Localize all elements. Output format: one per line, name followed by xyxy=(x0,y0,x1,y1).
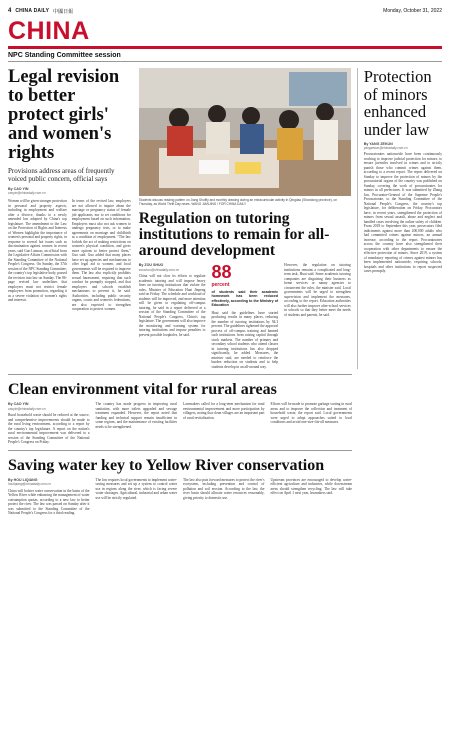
water-column-4: Upstream provinces are encouraged to develop water-efficient agriculture and industries, while downstream areas should strengthen recycling. The law will take effect on April 1 next year, lawmakers said. xyxy=(270,477,352,495)
lead-body xyxy=(8,199,131,312)
environment-byline: By CAO YIN xyxy=(8,402,29,406)
water-column-1 xyxy=(8,478,90,516)
environment-column-4: Efforts will be made to promote garbage sorting in rural areas and to improve the collection and treatment of household waste, the report said. Local governments were urged to adopt approaches suited to local conditions and avoid one-size-fits-all measures. xyxy=(270,402,352,424)
right-story xyxy=(357,68,442,369)
tutoring-body xyxy=(139,263,351,369)
water-column-3: The law also puts forward measures to protect the river's ecosystem, including prevention and control of pollution and soil erosion. According to the law, the river basin should allocate water resources reasonably, giving priority to domestic use. xyxy=(183,477,265,500)
tutoring-column-2 xyxy=(211,263,278,369)
tutoring-column-3: However, the regulation on tutoring institutions remains a complicated and long-term task, Huai said. Some academic tutoring companies are disguising their business as home services or nanny agencies to circumvent the rules, the minister said. Local governments will be urged to strengthen supervision and implement the measures, according to the report. Education authorities will also further improve after-school services in schools so that they better meet the needs of students and parents, he said. xyxy=(284,263,351,317)
tutoring-column-1 xyxy=(139,263,206,369)
stat-unit: percent xyxy=(211,282,230,288)
environment-text-1: Rural household waste should be reduced at the source, and comprehensive improvements should be made to the rural living environment, according to a report by the country's top legislature. A report on the nation's rural environmental improvement was delivered to a session of the Standing Committee of the National People's Congress on Friday. xyxy=(8,413,90,444)
lead-story xyxy=(8,68,131,369)
tutoring-byline: By ZOU SHUO xyxy=(138,263,164,267)
water-byline: By HOU LIQIANG xyxy=(8,477,38,482)
lead-subhead: Provisions address areas of frequently voiced public concern, official says xyxy=(8,167,115,183)
lead-column-2: In terms of the revised law, employers are not allowed to inquire about the marriage or pregnancy status of female job applicants, nor to set conditions for employment based on such information. Employers must also not ask women to undergo pregnancy tests, or to make agreements on marriage and childbirth as a condition of employment. "The law forbids the act of making restrictions on women's physical condition, and gives more options to better protect them," Guo said. Guo added that many places have set up agencies and mechanisms to offer legal aid to women, and local governments will be required to improve them. The law also explicitly prohibits sexual harassment, requiring that such conduct be promptly stopped, and that employers and schools establish mechanisms to prevent it, he said. Authorities, including public security organs, courts and women's federations, are also expected to strengthen cooperation to protect women. xyxy=(71,199,131,311)
lead-column-1: Women will be given stronger protection in personal and property aspects, including in employment and welfare after a divorce, thanks to a newly amended law adopted by China's top legislature. The amendment to the Law on the Protection of Rights and Interests of Women highlights the importance of women's personal and property rights, in response to several hot issues such as discrimination against women in recent years, said Guo Linmao, an official from the Legislative Affairs Commission with the Standing Committee of the National People's Congress. On Sunday, the 37th session of the NPC Standing Committee, the country's top legislative body, passed the revision into law on Sunday. The 86-page revised law underlines that employers must not restrict female employees from promotion, regarding it as a severe violation of women's rights and interests. xyxy=(8,199,67,302)
stat-value: 88 xyxy=(211,262,232,282)
right-headline: Protection of minors enhanced under law xyxy=(363,67,432,139)
lead-email: caoyin@chinadaily.com.cn xyxy=(8,191,46,195)
environment-headline: Clean environment vital for rural areas xyxy=(8,374,352,399)
issue-date: Monday, October 31, 2022 xyxy=(383,8,442,14)
section-header xyxy=(8,18,442,44)
masthead-left xyxy=(8,8,73,15)
water-email: houliqiang@chinadaily.com.cn xyxy=(8,482,51,486)
brand-name-cn: 中國日報 xyxy=(53,8,74,15)
water-headline: Saving water key to Yellow River conservation xyxy=(8,450,352,475)
lower-stories xyxy=(8,369,442,516)
stat-caption: of students said their academic homework has been reduced effectively, according to the Ministry of Education xyxy=(211,289,279,307)
water-column-2: The law requires local governments to implement water-saving measures and set up a system to control water use in regions along the river, which is facing severe water shortages. Agricultural, industrial and urban water use will be strictly regulated. xyxy=(95,477,177,500)
classroom-photo xyxy=(139,68,351,196)
photo-caption: Students discuss reading pattern on Jiang Shuffly and monthly drawing during an extracurricular activity in Qingdao (Shandong province), on Thursday, as World Thrift Day nears. WANG JIANJING / FOR CHINA DAILY xyxy=(138,198,337,206)
environment-body xyxy=(8,402,352,445)
subsection-title: NPC Standing Committee session xyxy=(8,49,442,62)
water-body xyxy=(8,478,352,516)
environment-column-1 xyxy=(8,402,90,445)
page-number: 4 xyxy=(8,8,12,14)
tutoring-text-2: Huai said the guidelines have started producing results in many places, reducing the number of tutoring institutions by 94.3 percent. The guidelines tightened the approval process of off-campus training and banned such institutions from raising capital through stock markets. The number of primary and secondary school students who attend classes in tutoring institutions has also dropped significantly, he added. Measures, the minister said, are needed to reinforce the burden reduction on students and to help students develop in an all-around way. xyxy=(211,310,279,369)
lead-headline: Legal revision to better protect girls' and women's rights xyxy=(8,67,120,163)
lower-left-block xyxy=(8,369,352,516)
masthead-bar xyxy=(8,6,442,16)
environment-column-3: Lawmakers called for a long-term mechanism for rural environmental improvement and more participation by villagers, noting that clean villages are an important part of rural revitalization. xyxy=(183,402,265,420)
tutoring-text-1: China will not slow its efforts to regulate academic tutoring and will impose heavy fines on tutoring institutions that violate the rules, Minister of Education Huai Jinpeng said on Friday. The schedule and workload of students will be improved, and more attention will be given to regulating off-campus tutoring, he said in a report delivered at a session of the Standing Committee of the National People's Congress, China's top legislature. The government will also improve the monitoring and warning system for tutoring institutions and impose penalties to prevent possible loopholes, he said. xyxy=(138,274,206,337)
tutoring-email: zoushuo@chinadaily.com.cn xyxy=(138,267,180,272)
top-grid xyxy=(8,68,442,369)
environment-column-2: The country has made progress in improving rural sanitation, with more toilets upgraded and sewage treatment expanded. However, the report noted that funding and technical support remain insufficient in some regions, and the maintenance of existing facilities needs to be strengthened. xyxy=(95,402,177,429)
right-body: Procuratorates nationwide have been continuously working to improve judicial protection for minors, to ensure juveniles involved in crimes and to strictly punish those who commit crimes against them, according to a recent report. The report delivered on Sunday to improve the protection of minors by the procuratorial organs of the country was published on Sunday, covering the work of procuratorates for minors in all prefectures. It was submitted by Zhang Jun, Procurator-General of the Supreme People's Procuratorate, to the Standing Committee of the National People's Congress, the country's top legislature, for deliberation on Friday. Procurators have, in recent years, strengthened the protection of minors from sexual assault, abuse and neglect and handled cases involving the online safety of children. From 2018 to September this year, prosecutors filed indictments against more than 200,000 adults who had committed crimes against minors, an annual increase, according to the report. Procuratorates across the country have also strengthened their cooperation with other departments to ensure the effective protection of minors. Since 2019, a system of mandatory reporting of crimes against minors has been implemented nationwide, requiring schools, hospitals and other institutions to report suspected cases promptly. xyxy=(363,152,442,273)
water-text-1: China will bolster water conservation in the basin of the Yellow River while enhancing the management of water consumption quotas, according to a new law to better protect the river. The law was passed on Sunday after it was submitted to the Standing Committee of the National People's Congress for a third reading. xyxy=(8,488,90,515)
brand-name: CHINA DAILY xyxy=(15,8,50,14)
right-email: yangzekun@chinadaily.com.cn xyxy=(363,146,408,150)
environment-email: caoyin@chinadaily.com.cn xyxy=(8,406,46,411)
right-byline: By YANG ZEKUN xyxy=(363,142,393,146)
center-column xyxy=(139,68,351,369)
classroom-photo-image xyxy=(139,68,351,196)
tutoring-headline: Regulation on tutoring institutions to remain for all-around development xyxy=(138,210,330,259)
section-title: CHINA xyxy=(8,17,90,45)
lead-byline: By CAO YIN xyxy=(8,187,29,191)
